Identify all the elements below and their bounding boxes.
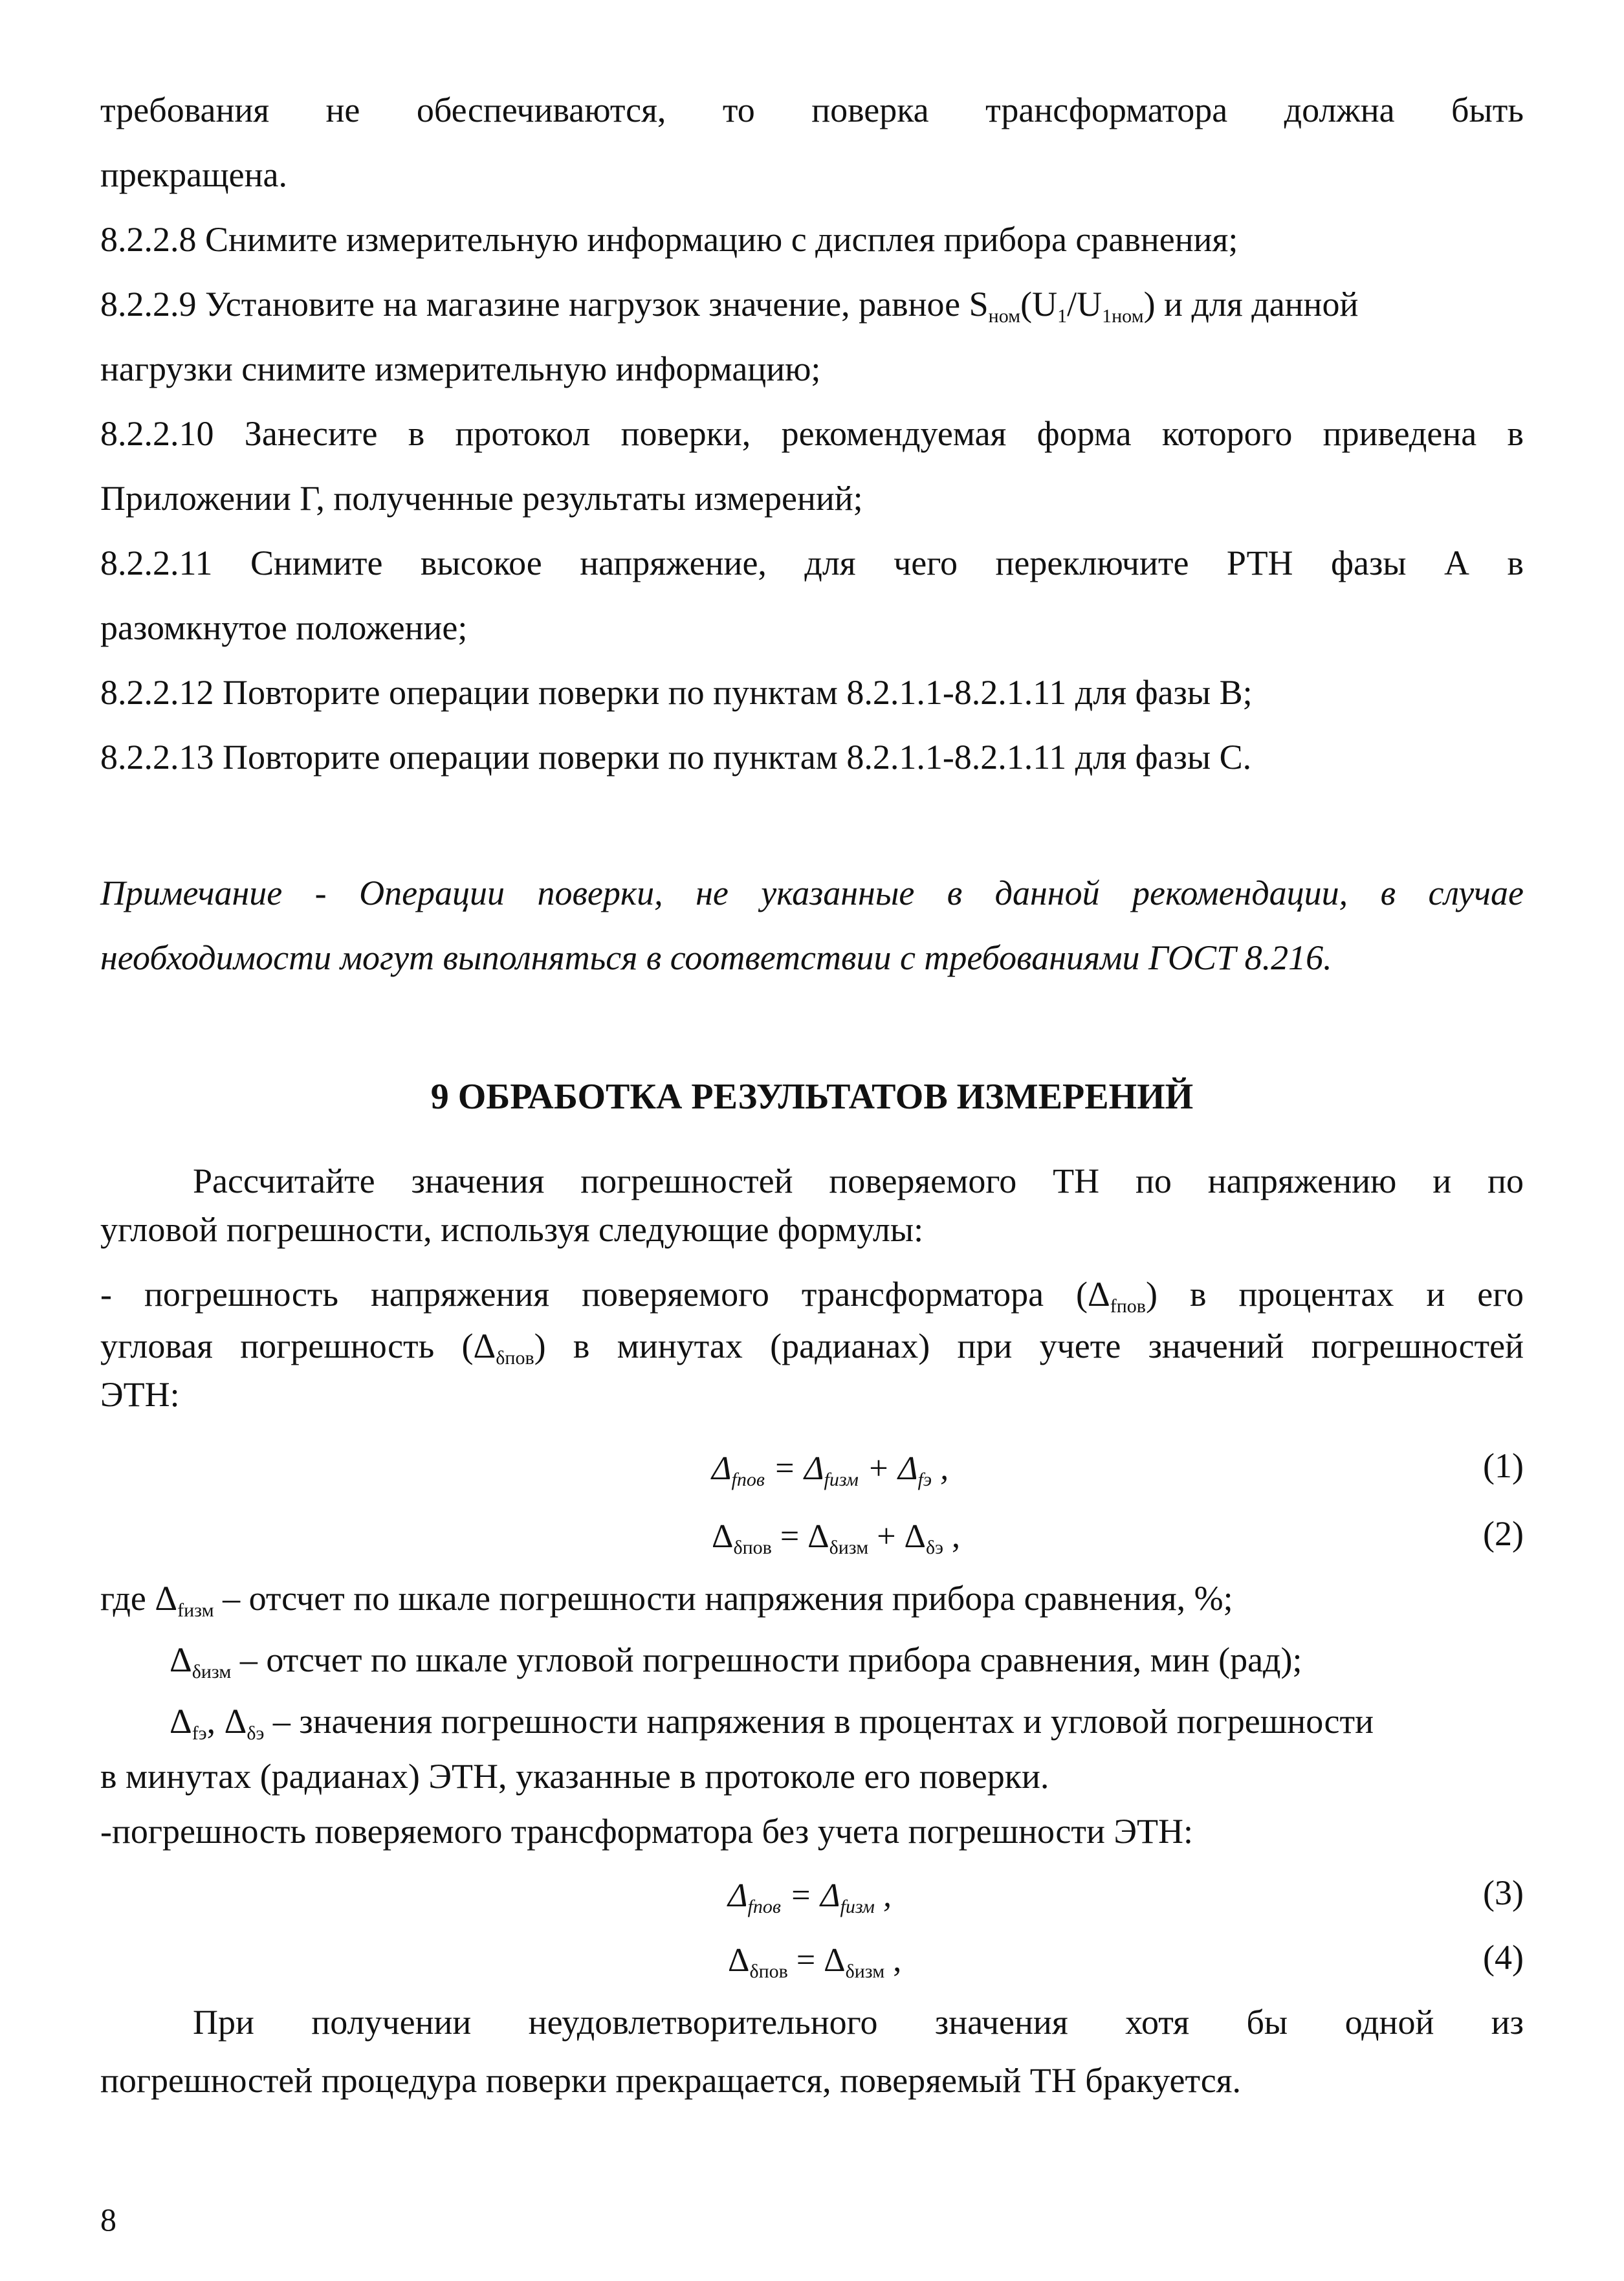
subscript: δизм (829, 1537, 869, 1558)
paragraph-line: разомкнутое положение; (100, 608, 468, 647)
formula-symbol: , (874, 1877, 892, 1914)
equation-number: (3) (1483, 1873, 1524, 1912)
paragraph-line: Приложении Г, полученные результаты измерений; (100, 479, 863, 518)
paragraph-line: Рассчитайте значения погрешностей поверяемого ТН по напряжению и по (193, 1162, 1524, 1200)
subscript: fпов (747, 1896, 781, 1917)
formula-symbol: = Δ (771, 1518, 829, 1555)
step-8-2-2-8: 8.2.2.8 Снимите измерительную информацию с дисплея прибора сравнения; (100, 220, 1238, 259)
step-text: /U (1067, 285, 1103, 324)
formula-symbol: Δ (728, 1877, 748, 1914)
list-item (100, 1272, 1524, 1317)
subscript: fэ (192, 1723, 207, 1744)
paragraph-line: в минутах (радианах) ЭТН, указанные в протоколе его поверки. (100, 1757, 1049, 1796)
definition-text: Δ (170, 1702, 192, 1741)
subscript: fизм (840, 1896, 875, 1917)
formula-symbol: + Δ (858, 1450, 918, 1487)
subscript: δпов (733, 1537, 772, 1558)
definition-3 (170, 1699, 1374, 1744)
definition-text: где Δ (100, 1579, 178, 1618)
formula-1 (712, 1446, 949, 1492)
definition-2 (170, 1637, 1302, 1682)
definition-1 (100, 1576, 1233, 1621)
paragraph-line: прекращена. (100, 155, 287, 194)
subscript: fизм (824, 1469, 859, 1490)
list-item-line (100, 1323, 1524, 1369)
paragraph-line: требования не обеспечиваются, то поверка трансформатора должна быть (100, 91, 1524, 129)
page-number: 8 (100, 2201, 116, 2238)
subscript: fпов (1110, 1295, 1146, 1317)
subscript: δпов (496, 1347, 534, 1369)
step-8-2-2-10: 8.2.2.10 Занесите в протокол поверки, рекомендуемая форма которого приведена в (100, 414, 1524, 453)
subscript: 1 (1057, 305, 1068, 327)
formula-2 (712, 1514, 960, 1559)
definition-text: , Δ (206, 1702, 247, 1741)
item-text: ) в процентах и его (1145, 1275, 1524, 1314)
step-8-2-2-9 (100, 281, 1358, 327)
definition-text: – отсчет по шкале погрешности напряжения прибора сравнения, %; (214, 1579, 1233, 1618)
formula-symbol: Δ (728, 1942, 750, 1979)
paragraph-line: угловой погрешности, используя следующие формулы: (100, 1210, 924, 1249)
item-text: угловая погрешность (Δ (100, 1327, 496, 1365)
subscript: fпов (731, 1469, 765, 1490)
note-line: Примечание - Операции поверки, не указанные в данной рекомендации, в случае (100, 874, 1524, 912)
step-8-2-2-13: 8.2.2.13 Повторите операции поверки по пунктам 8.2.1.1-8.2.1.11 для фазы С. (100, 738, 1252, 777)
subscript: δэ (925, 1537, 943, 1558)
formula-4 (728, 1938, 901, 1983)
formula-3 (728, 1873, 892, 1919)
paragraph-line: погрешностей процедура поверки прекращается, поверяемый ТН бракуется. (100, 2061, 1242, 2100)
subscript: fизм (177, 1600, 214, 1621)
step-8-2-2-12: 8.2.2.12 Повторите операции поверки по пунктам 8.2.1.1-8.2.1.11 для фазы В; (100, 673, 1253, 712)
formula-symbol: = Δ (780, 1877, 840, 1914)
step-8-2-2-11: 8.2.2.11 Снимите высокое напряжение, для чего переключите РТН фазы А в (100, 544, 1524, 582)
formula-symbol: = Δ (787, 1942, 846, 1979)
paragraph-line: нагрузки снимите измерительную информацию; (100, 349, 821, 388)
list-item: -погрешность поверяемого трансформатора без учета погрешности ЭТН: (100, 1812, 1194, 1851)
equation-number: (2) (1483, 1514, 1524, 1553)
section-heading: 9 ОБРАБОТКА РЕЗУЛЬТАТОВ ИЗМЕРЕНИЙ (430, 1077, 1194, 1117)
formula-symbol: Δ (712, 1518, 734, 1555)
item-text: ) в минутах (радианах) при учете значений погрешностей (534, 1327, 1524, 1365)
formula-symbol: = Δ (764, 1450, 824, 1487)
step-text: (U (1020, 285, 1058, 324)
formula-symbol: + Δ (868, 1518, 926, 1555)
subscript: fэ (917, 1469, 932, 1490)
formula-symbol: Δ (712, 1450, 732, 1487)
formula-symbol: , (884, 1942, 902, 1979)
subscript: δизм (192, 1661, 232, 1682)
subscript: δизм (845, 1961, 885, 1982)
note-line: необходимости могут выполняться в соответствии с требованиями ГОСТ 8.216. (100, 938, 1332, 977)
formula-symbol: , (943, 1518, 960, 1555)
item-text: - погрешность напряжения поверяемого трансформатора (Δ (100, 1275, 1110, 1314)
definition-text: – отсчет по шкале угловой погрешности прибора сравнения, мин (рад); (231, 1640, 1302, 1679)
equation-number: (1) (1483, 1446, 1524, 1485)
equation-number: (4) (1483, 1938, 1524, 1977)
definition-text: – значения погрешности напряжения в процентах и угловой погрешности (264, 1702, 1374, 1741)
subscript: δэ (247, 1723, 265, 1744)
paragraph-line: При получении неудовлетворительного значения хотя бы одной из (193, 2003, 1524, 2042)
subscript: 1ном (1102, 305, 1144, 327)
formula-symbol: , (932, 1450, 949, 1487)
subscript: δпов (749, 1961, 788, 1982)
step-text: ) и для данной (1143, 285, 1359, 324)
step-text: 8.2.2.9 Установите на магазине нагрузок значение, равное S (100, 285, 989, 324)
definition-text: Δ (170, 1640, 192, 1679)
paragraph-line: ЭТН: (100, 1375, 180, 1414)
subscript: ном (988, 305, 1021, 327)
